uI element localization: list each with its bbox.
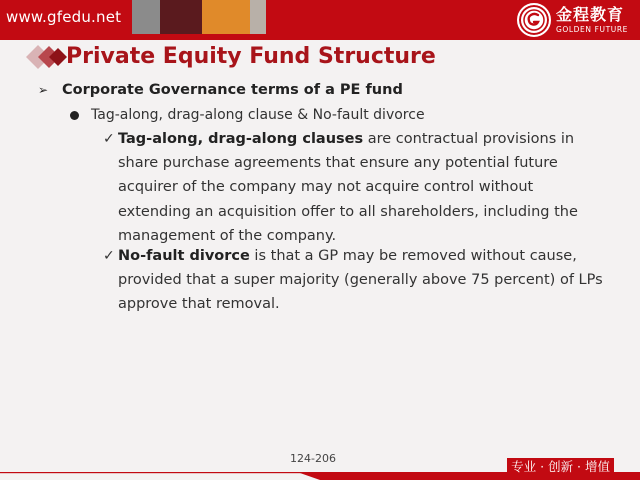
point-paragraph (118, 244, 608, 317)
dot-bullet-icon (70, 111, 79, 120)
header-banner (0, 0, 640, 40)
logo-seal-icon (517, 3, 551, 37)
logo-english-text: GOLDEN FUTURE (555, 24, 628, 34)
banner-stripe (202, 0, 250, 34)
footer-slogan: 专业 · 创新 · 增值 (507, 458, 614, 476)
brand-logo (517, 3, 628, 37)
banner-stripe (132, 0, 160, 34)
point-term: Tag-along, drag-along clauses (118, 131, 364, 147)
level1-text: Corporate Governance terms of a PE fund (62, 82, 403, 98)
point-paragraph (118, 127, 608, 248)
checkmark-icon: ✓ (103, 130, 115, 146)
checkmark-icon: ✓ (103, 247, 115, 263)
point-description: are contractual provisions in share purchase agreements that ensure any potential future acquirer of the company may not acquire control without extending an acquisition offer to all shareholders, including the management of the company. (118, 131, 578, 244)
banner-stripe (160, 0, 202, 34)
page-number: 124-206 (290, 452, 336, 465)
level1-bullet (38, 82, 403, 98)
point-description: is that a GP may be removed without cause, provided that a super majority (generally above 75 percent) of LPs approve that removal. (118, 248, 603, 313)
logo-chinese-text: 金程教育 (555, 4, 624, 24)
point-term: No-fault divorce (118, 248, 250, 264)
site-url[interactable]: www.gfedu.net (6, 8, 122, 26)
level2-bullet (70, 107, 425, 123)
level2-text: Tag-along, drag-along clause & No-fault divorce (91, 107, 425, 123)
slide-title: Private Equity Fund Structure (66, 44, 436, 69)
banner-stripe (250, 0, 266, 34)
arrow-bullet-icon: ➢ (38, 83, 49, 97)
title-diamonds-icon (18, 43, 68, 71)
